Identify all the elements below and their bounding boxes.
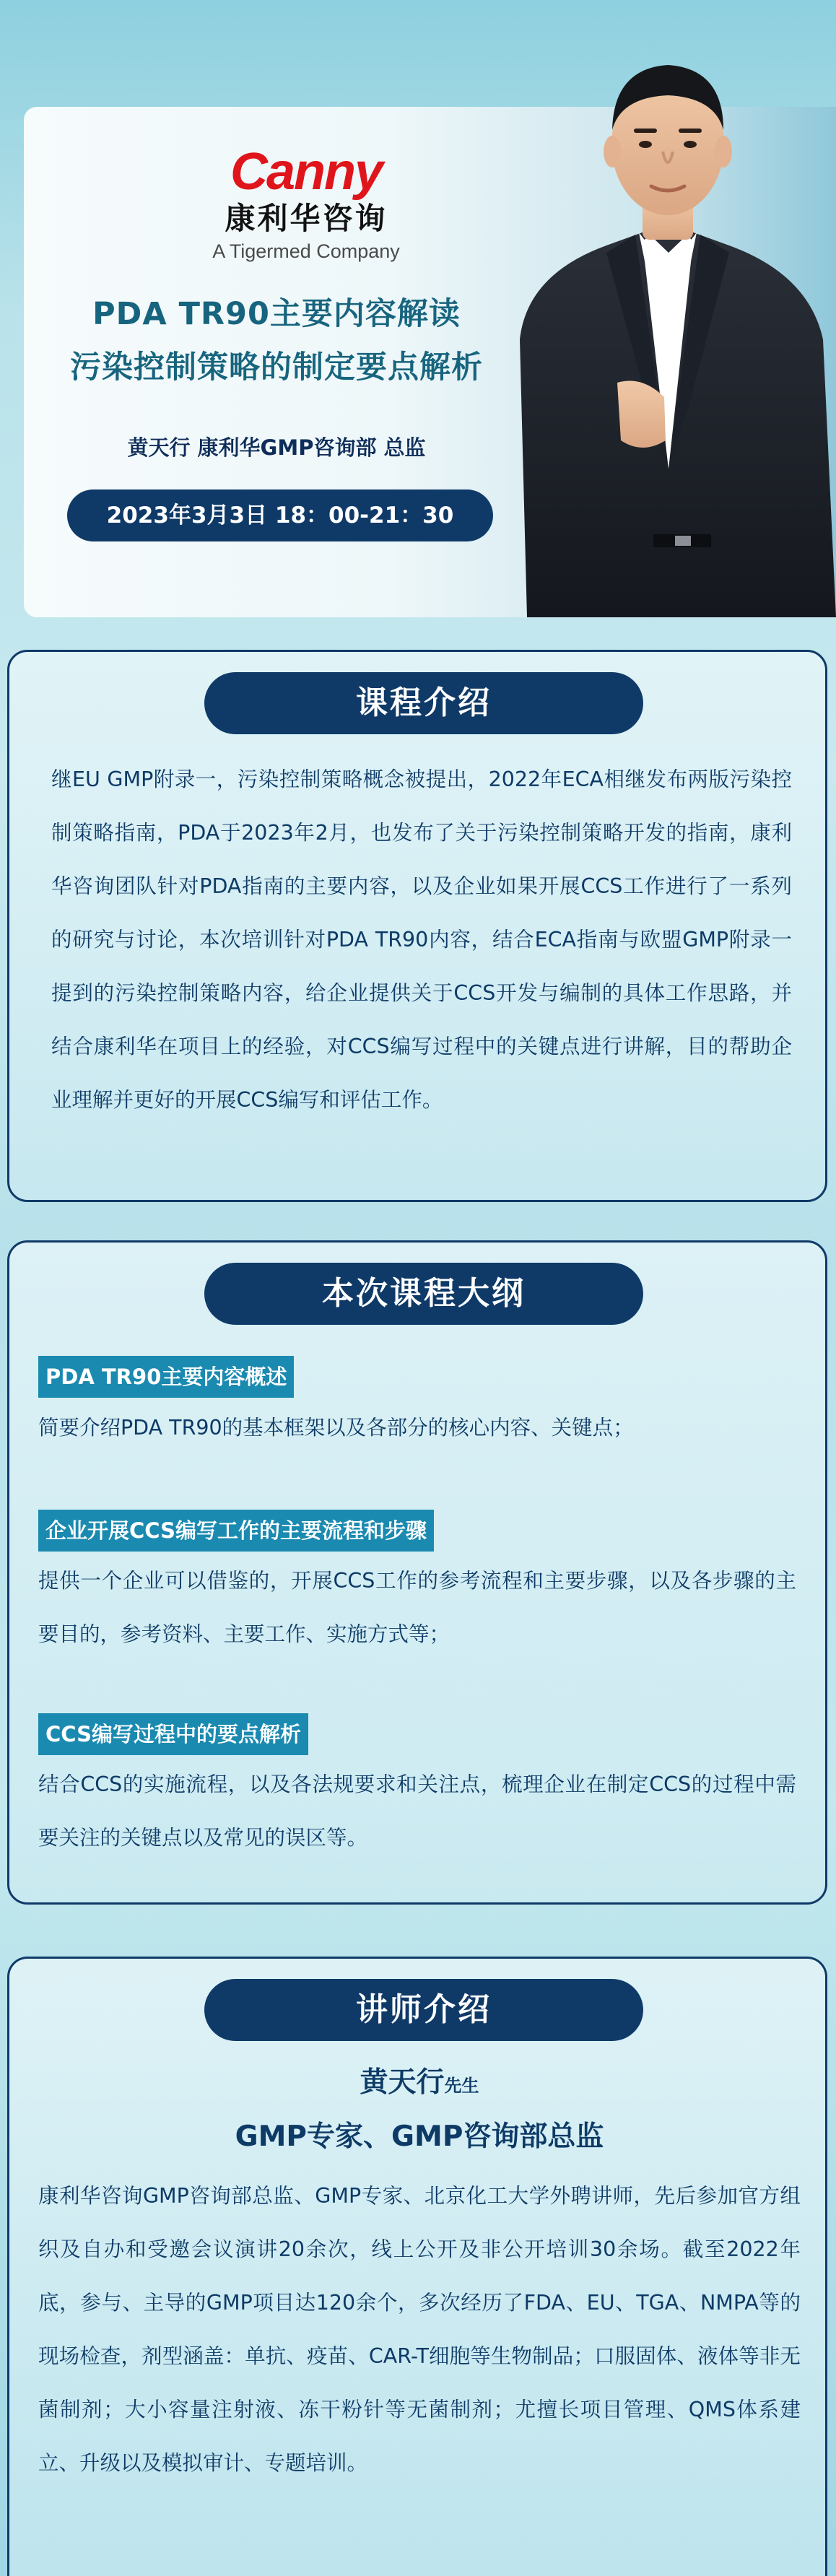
outline-item-1-text: 简要介绍PDA TR90的基本框架以及各部分的核心内容、关键点； [38, 1416, 634, 1440]
company-logo [194, 144, 418, 264]
lecturer-name: 黄天行 [360, 2066, 445, 2099]
lecturer-role: GMP专家、GMP咨询部总监 [235, 2120, 604, 2153]
lecturer-heading: 讲师介绍 [204, 1979, 643, 2041]
outline-item-2-text: 提供一个企业可以借鉴的，开展CCS工作的参考流程和主要步骤，以及各步骤的主要目的，参考资料、主要工作、实施方式等； [38, 1569, 796, 1646]
outline-item-2-tag: 企业开展CCS编写工作的主要流程和步骤 [38, 1510, 434, 1552]
outline-item-3-text: 结合CCS的实施流程，以及各法规要求和关注点，梳理企业在制定CCS的过程中需要关注的关键点以及常见的误区等。 [38, 1772, 796, 1850]
lecturer-honorific: 先生 [444, 2076, 479, 2096]
logo-chinese-name: 康利华咨询 [225, 201, 388, 236]
logo-tagline: A Tigermed Company [212, 240, 400, 262]
speaker-line: 黄天行 康利华GMP咨询部 总监 [127, 435, 426, 460]
course-outline-card [7, 1240, 827, 1905]
outline-item-1-tag: PDA TR90主要内容概述 [38, 1356, 294, 1398]
course-title [53, 287, 500, 394]
outline-item-3-tag: CCS编写过程中的要点解析 [38, 1713, 308, 1755]
course-intro-heading: 课程介绍 [204, 672, 643, 734]
course-intro-text: 继EU GMP附录一，污染控制策略概念被提出，2022年ECA相继发布两版污染控制策略指南，PDA于2023年2月，也发布了关于污染控制策略开发的指南，康利华咨询团队针对PDA指南的主要内容，以及企业如果开展CCS工作进行了一系列的研究与讨论，本次培训针对PDA TR90内容，结合ECA指南与欧盟GMP附录一提到的污染控制策略内容，给企业提供关于CCS开发与编制的具体工作思路，并结合康利华在项目上的经验，对CCS编写过程中的关键点进行讲解，目的帮助企业理解并更好的开展CCS编写和评估工作。 [51, 767, 792, 1112]
course-date-badge: 2023年3月3日 18：00-21：30 [67, 489, 493, 541]
course-title-line-1: PDA TR90主要内容解读 [92, 296, 461, 332]
speaker-photo [498, 36, 836, 617]
lecturer-card [7, 1957, 827, 2576]
course-outline-heading: 本次课程大纲 [204, 1263, 643, 1325]
course-intro-card [7, 650, 827, 1202]
course-title-line-2: 污染控制策略的制定要点解析 [70, 349, 483, 386]
lecturer-name-line [9, 2060, 830, 2100]
lecturer-bio: 康利华咨询GMP咨询部总监、GMP专家、北京化工大学外聘讲师，先后参加官方组织及自办和受邀会议演讲20余次，线上公开及非公开培训30余场。截至2022年底，参与、主导的GMP项目达120余个，多次经历了FDA、EU、TGA、NMPA等的现场检查，剂型涵盖：单抗、疫苗、CAR-T细胞等生物制品；口服固体、液体等非无菌制剂；大小容量注射液、冻干粉针等无菌制剂；尤擅长项目管理、QMS体系建立、升级以及模拟审计、专题培训。 [38, 2184, 801, 2475]
logo-brand: Canny [230, 143, 383, 201]
